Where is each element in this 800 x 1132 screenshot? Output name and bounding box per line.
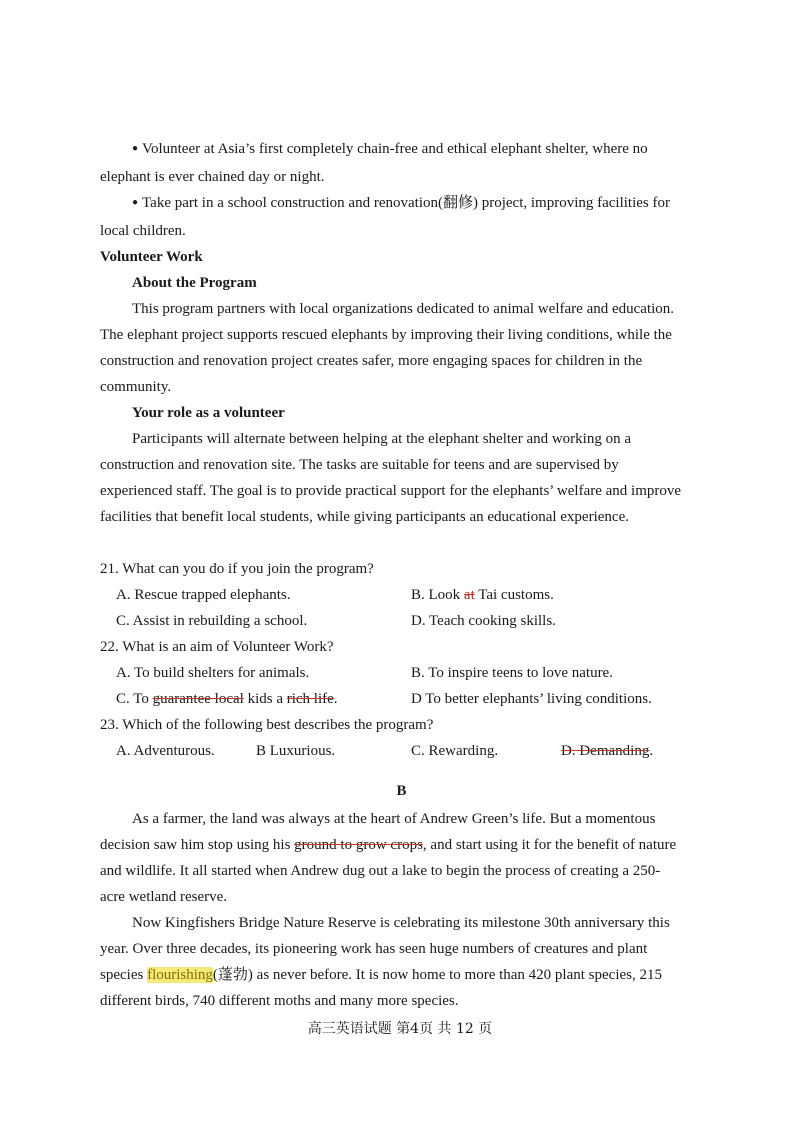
question-22: [100, 634, 703, 712]
struck-phrase: guarantee local: [152, 691, 244, 707]
question-stem: 21. What can you do if you join the program?: [100, 561, 374, 577]
section-b-title: B: [396, 783, 407, 799]
paragraph-line: construction and renovation site. The tasks are suitable for teens and are supervised by: [100, 457, 619, 473]
struck-word: D. Demanding: [561, 743, 650, 759]
question-stem: 23. Which of the following best describes the program?: [100, 717, 434, 733]
option-d: D To better elephants’ living conditions.: [411, 691, 652, 707]
paragraph-line: construction and renovation project creates safer, more engaging spaces for children in the: [100, 353, 643, 369]
option-b: B. Look at Tai customs.: [411, 587, 554, 603]
struck-word: at: [463, 587, 475, 603]
paragraph-line: facilities that benefit local students, while giving participants an educational experience.: [100, 509, 629, 525]
page-footer: 高三英语试题 第4页 共 12 页: [307, 1021, 493, 1037]
option-a: A. Adventurous.: [116, 743, 215, 759]
chinese-gloss: (蓬勃): [212, 967, 253, 983]
passage-b-paragraph-2: [100, 910, 703, 1014]
struck-phrase: rich life: [286, 691, 334, 707]
paragraph-line: and wildlife. It all started when Andrew dug out a lake to begin the process of creating a 250-: [100, 863, 661, 879]
paragraph-line: Participants will alternate between helping at the elephant shelter and working on a: [132, 431, 631, 447]
struck-phrase: ground to grow crops: [294, 837, 423, 853]
paragraph-line: community.: [100, 379, 172, 395]
bullet-2: ● Take part in a school construction and renovation(翻修) project, improving facilities for: [100, 190, 703, 218]
option-b: B Luxurious.: [256, 743, 336, 759]
option-c: C. Assist in rebuilding a school.: [116, 613, 308, 629]
paragraph-line: As a farmer, the land was always at the heart of Andrew Green’s life. But a momentous: [132, 811, 656, 827]
option-b: B. To inspire teens to love nature.: [411, 665, 613, 681]
page-content: [100, 136, 703, 1014]
option-a: A. Rescue trapped elephants.: [116, 587, 291, 603]
paragraph-line: different birds, 740 different moths and many more species.: [100, 993, 459, 1009]
bullet-dot-icon: [132, 195, 142, 211]
role-paragraph: [100, 426, 703, 530]
paragraph-line: acre wetland reserve.: [100, 889, 228, 905]
paragraph-line: Now Kingfishers Bridge Nature Reserve is celebrating its milestone 30th anniversary this: [132, 915, 670, 931]
bullet-2-cont: local children.: [100, 223, 186, 239]
bullet-dot-icon: [132, 141, 142, 157]
option-d: D. Teach cooking skills.: [411, 613, 556, 629]
heading-about-program: About the Program: [132, 275, 257, 291]
paragraph-line: year. Over three decades, its pioneering work has seen huge numbers of creatures and plant: [100, 941, 648, 957]
paragraph-line: decision saw him stop using his ground to grow crops, and start using it for the benefit of nature: [100, 837, 677, 853]
paragraph-line: species flourishing(蓬勃) as never before. It is now home to more than 420 plant species, 215: [100, 967, 662, 983]
question-stem: 22. What is an aim of Volunteer Work?: [100, 639, 334, 655]
passage-b-paragraph-1: [100, 806, 703, 910]
paragraph-line: experienced staff. The goal is to provide practical support for the elephants’ welfare and improve: [100, 483, 682, 499]
highlighted-word: flourishing: [147, 967, 213, 983]
paragraph-line: The elephant project supports rescued elephants by improving their living conditions, while the: [100, 327, 672, 343]
paragraph-line: This program partners with local organizations dedicated to animal welfare and education.: [132, 301, 675, 317]
bullet-1: ● Volunteer at Asia’s first completely chain-free and ethical elephant shelter, where no: [100, 136, 703, 164]
option-a: A. To build shelters for animals.: [116, 665, 310, 681]
question-21: [100, 556, 703, 634]
option-c: C. Rewarding.: [411, 743, 499, 759]
option-d: D. Demanding.: [561, 743, 654, 759]
heading-volunteer-work: Volunteer Work: [100, 249, 203, 265]
question-23: [100, 712, 703, 764]
about-paragraph: [100, 296, 703, 400]
option-c: C. To guarantee local kids a rich life.: [116, 691, 338, 707]
bullet-1-cont: elephant is ever chained day or night.: [100, 169, 325, 185]
heading-your-role: Your role as a volunteer: [132, 405, 285, 421]
